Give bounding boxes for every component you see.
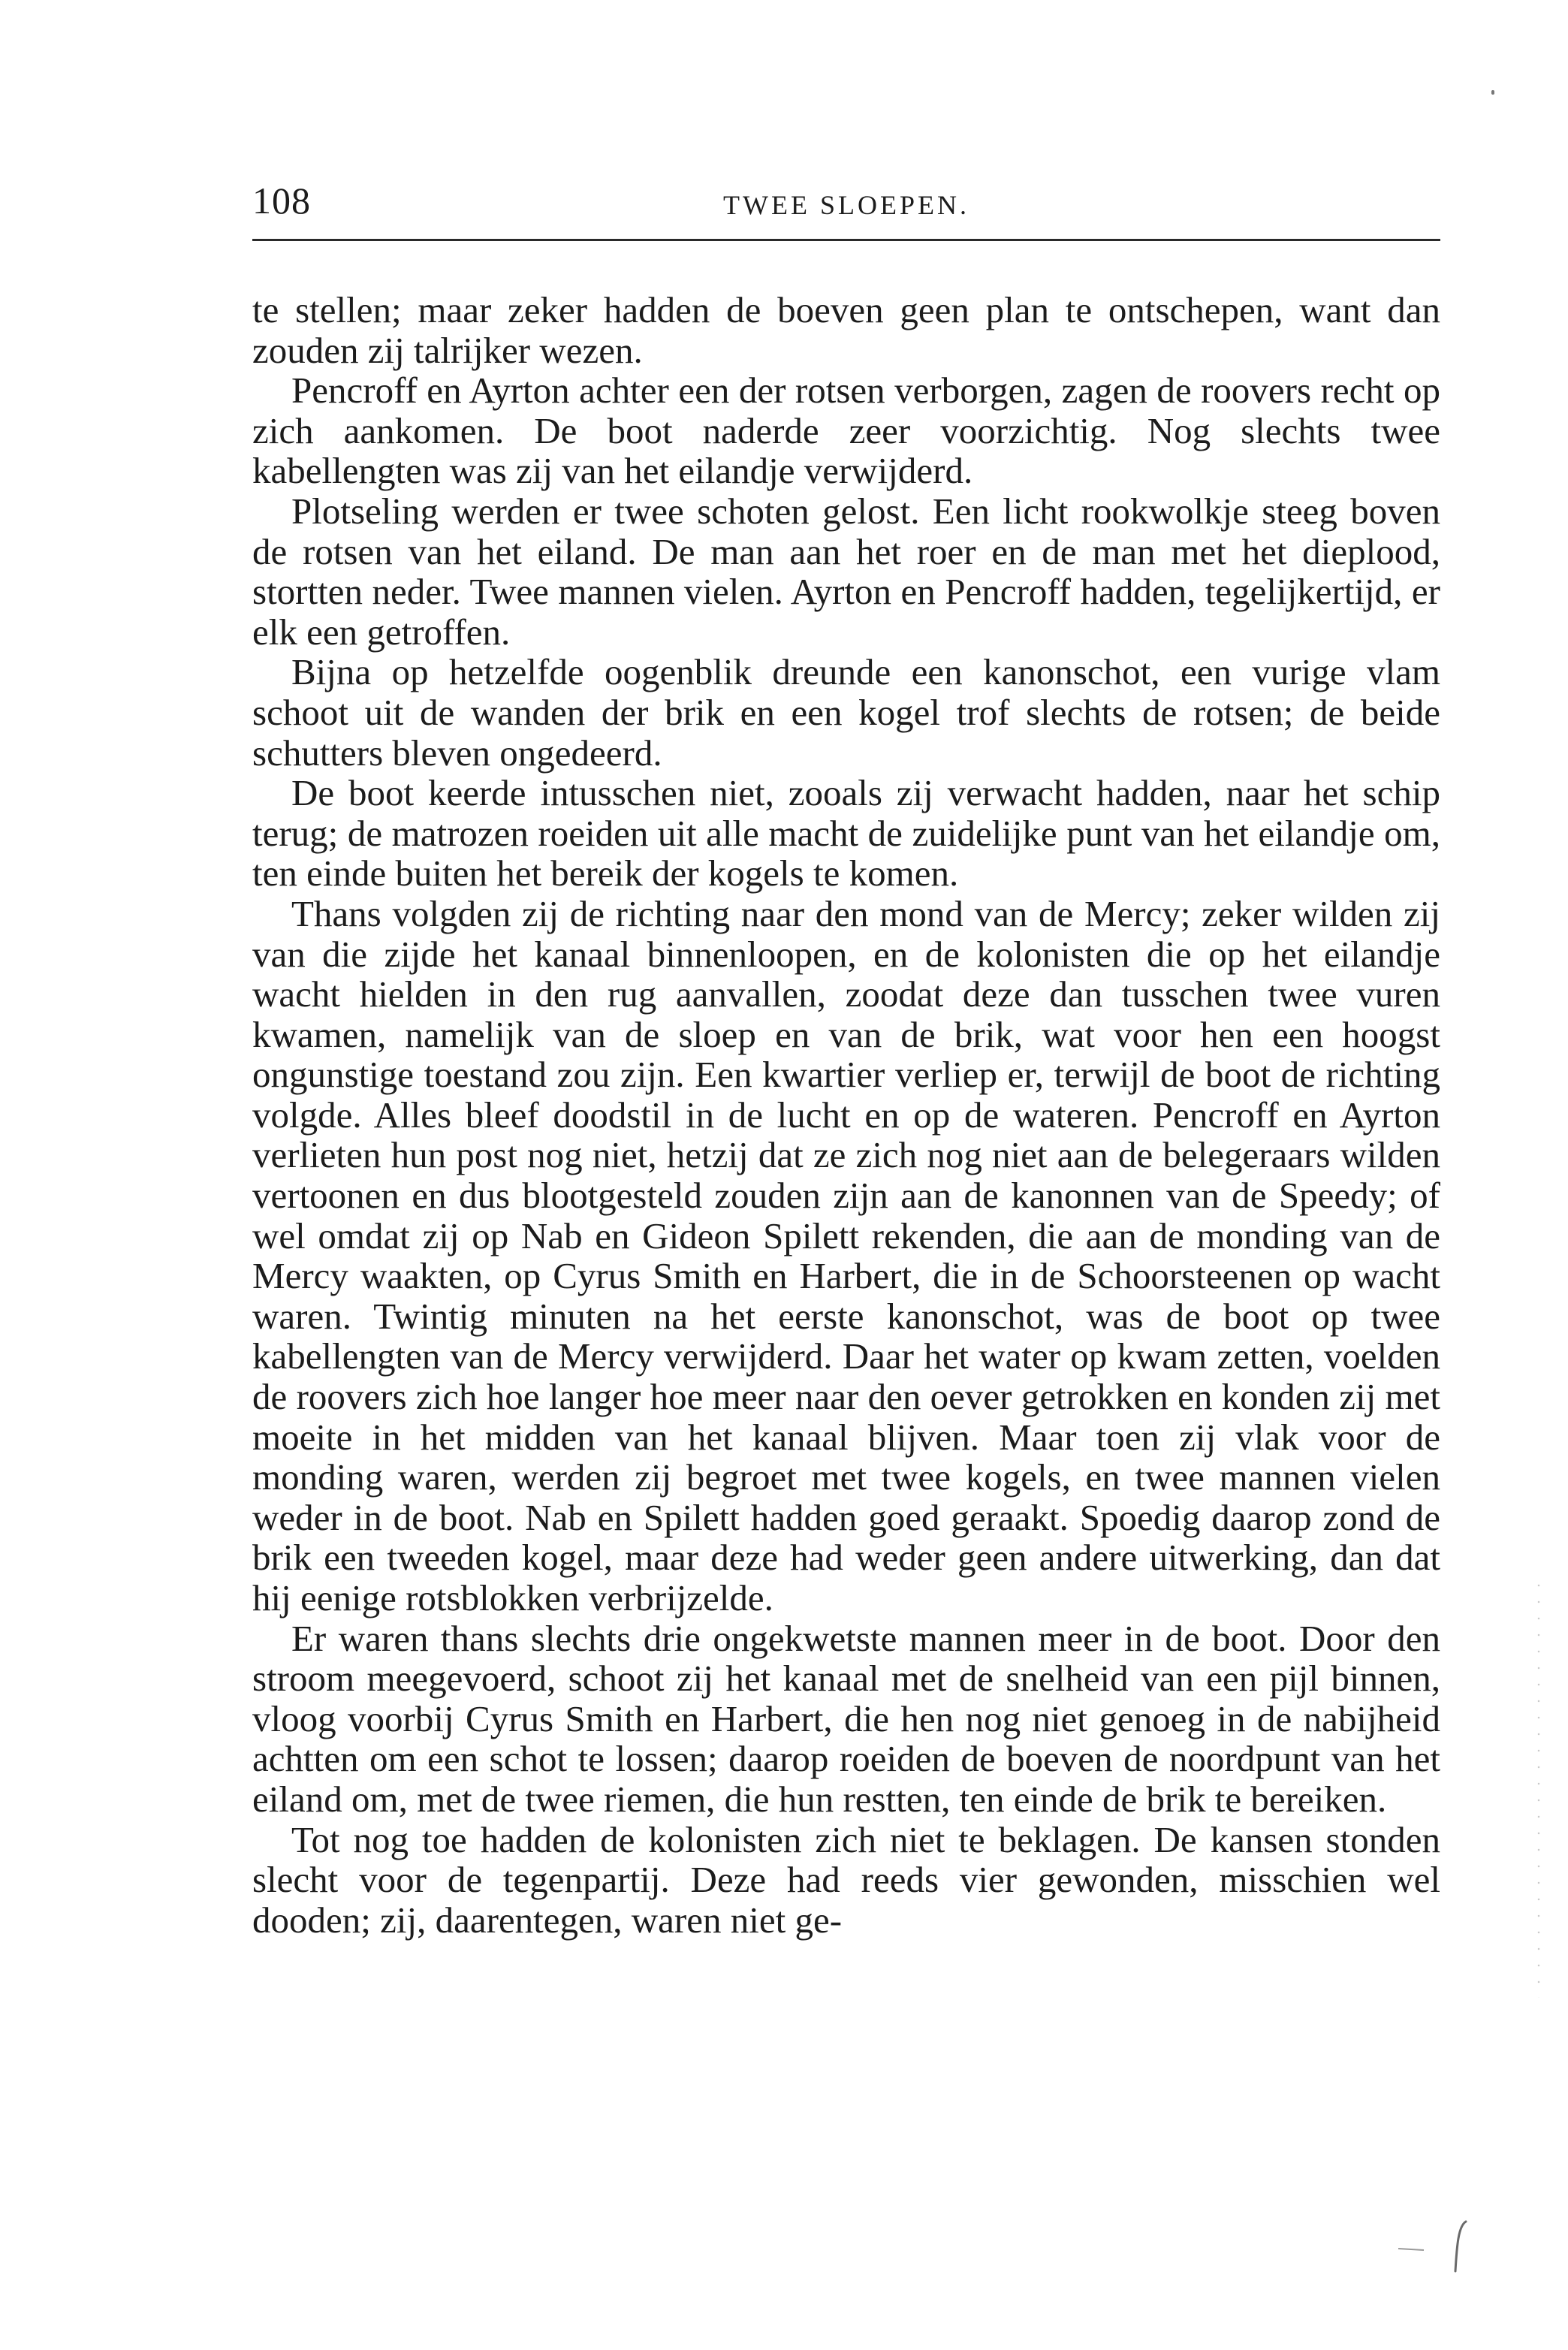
paragraph: Plotseling werden er twee schoten gelost. Een licht rookwolkje steeg boven de rotsen van het eiland. De man aan het roer en de man met het dieplood, stortten neder. Twee mannen vielen. Ayrton en Pencroff hadden, tegelijkertijd, er elk een getroffen. [252, 490, 1440, 653]
page-number: 108 [252, 179, 311, 222]
page-header [252, 179, 1440, 241]
paragraph: Tot nog toe hadden de kolonisten zich niet te beklagen. De kansen stonden slecht voor de tegenpartij. Deze had reeds vier gewonden, misschien wel dooden; zij, daarentegen, waren niet ge- [252, 1818, 1440, 1941]
paragraph: te stellen; maar zeker hadden de boeven geen plan te ontschepen, want dan zouden zij talrijker wezen. [252, 289, 1440, 371]
pencil-mark [1394, 2193, 1484, 2283]
ink-speck [1491, 90, 1494, 95]
paragraph: Er waren thans slechts drie ongekwetste mannen meer in de boot. Door den stroom meegevoerd, schoot zij het kanaal met de snelheid van een pijl binnen, vloog voorbij Cyrus Smith en Harbert, die hen nog niet genoeg in de nabijheid achtten om een schot te lossen; daarop roeiden de boeven de noordpunt van het eiland om, met de twee riemen, die hun restten, ten einde de brik te bereiken. [252, 1617, 1440, 1820]
paragraph: De boot keerde intusschen niet, zooals zij verwacht hadden, naar het schip terug; de matrozen roeiden uit alle macht de zuidelijke punt van het eilandje om, ten einde buiten het bereik der kogels te komen. [252, 772, 1440, 894]
paragraph: Pencroff en Ayrton achter een der rotsen verborgen, zagen de roovers recht op zich aankomen. De boot naderde zeer voorzichtig. Nog slechts twee kabellengten was zij van het eilandje verwijderd. [252, 370, 1440, 492]
margin-speckle [1536, 1577, 1541, 1998]
paragraph: Bijna op hetzelfde oogenblik dreunde een kanonschot, een vurige vlam schoot uit de wanden der brik en een kogel trof slechts de rotsen; de beide schutters bleven ongedeerd. [252, 651, 1440, 774]
paragraph: Thans volgden zij de richting naar den mond van de Mercy; zeker wilden zij van die zijde het kanaal binnenloopen, en de kolonisten die op het eilandje wacht hielden in den rug aanvallen, zoodat deze dan tusschen twee vuren kwamen, namelijk van de sloep en van de brik, wat voor hen een hoogst ongunstige toestand zou zijn. Een kwartier verliep er, terwijl de boot de richting volgde. Alles bleef doodstil in de lucht en op de wateren. Pencroff en Ayrton verlieten hun post nog niet, hetzij dat ze zich nog niet aan de belegeraars wilden vertoonen en dus blootgesteld zouden zijn aan de kanonnen van de Speedy; of wel omdat zij op Nab en Gideon Spilett rekenden, die aan de monding van de Mercy waakten, op Cyrus Smith en Harbert, die in de Schoorsteenen op wacht waren. Twintig minuten na het eerste kanonschot, was de boot op twee kabellengten van de Mercy verwijderd. Daar het water op kwam zetten, voelden de roovers zich hoe langer hoe meer naar den oever getrokken en konden zij met moeite in het midden van het kanaal blijven. Maar toen zij vlak voor de monding waren, werden zij begroet met twee kogels, en twee mannen vielen weder in de boot. Nab en Spilett hadden goed geraakt. Spoedig daarop zond de brik een tweeden kogel, maar deze had weder geen andere uitwerking, dan dat hij eenige rotsblokken verbrijzelde. [252, 892, 1440, 1618]
body-text [252, 290, 1440, 1940]
running-title: TWEE SLOEPEN. [723, 190, 969, 220]
